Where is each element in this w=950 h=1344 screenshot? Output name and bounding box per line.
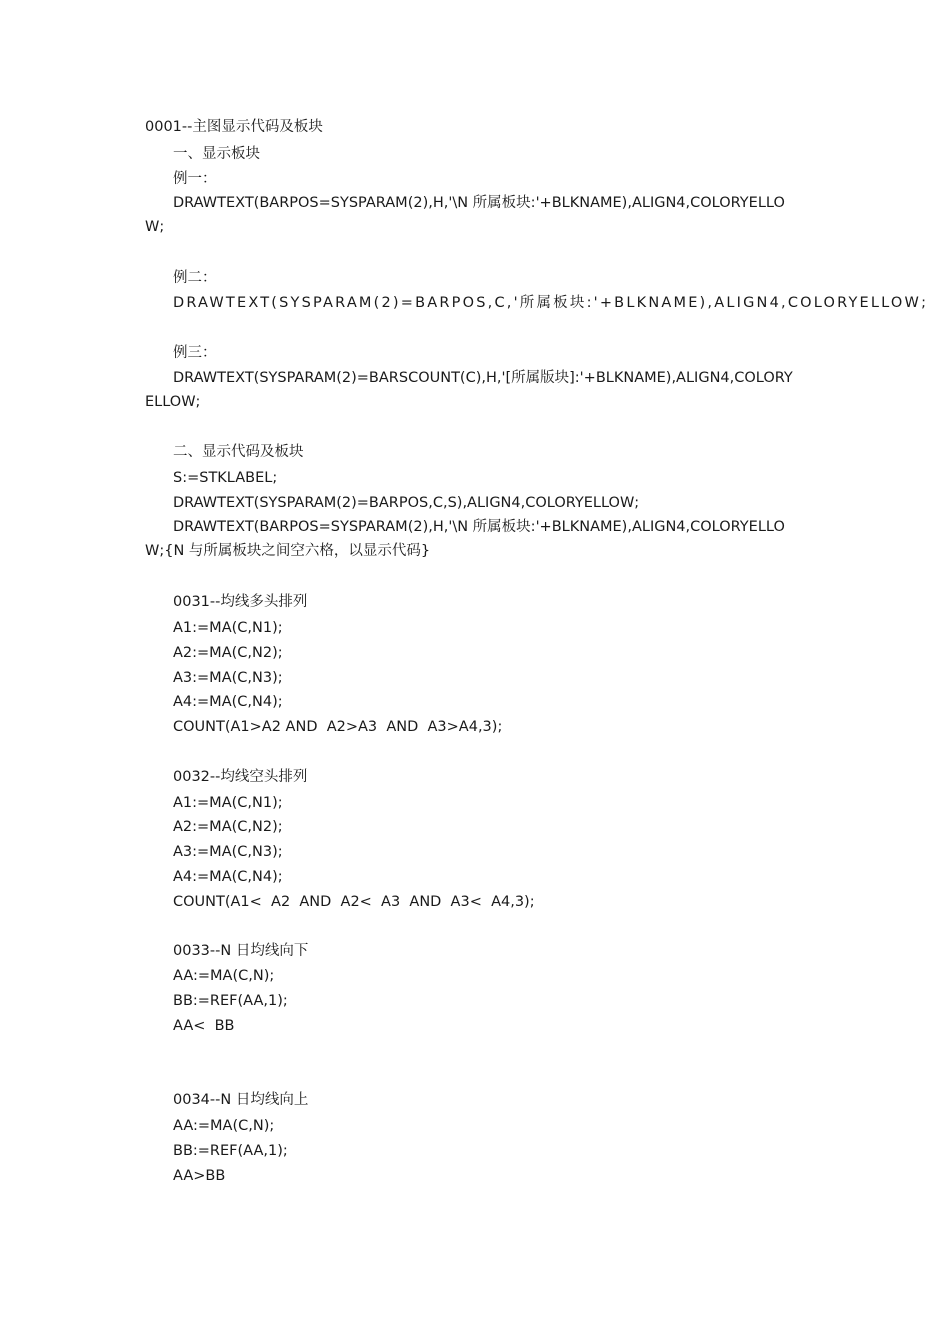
section-title-0001: 0001--主图显示代码及板块 bbox=[145, 119, 323, 135]
code-line: A1:=MA(C,N1); bbox=[173, 795, 283, 811]
code-line: COUNT(A1< A2 AND A2< A3 AND A3< A4,3); bbox=[173, 894, 535, 910]
code-line: A2:=MA(C,N2); bbox=[173, 645, 283, 661]
subsection-heading-show-sector: 一、显示板块 bbox=[173, 146, 260, 162]
section-title-0031: 0031--均线多头排列 bbox=[173, 594, 308, 610]
example-label-3: 例三： bbox=[173, 345, 217, 361]
subsection-heading-show-code-sector: 二、显示代码及板块 bbox=[173, 444, 304, 460]
code-line: AA>BB bbox=[173, 1168, 226, 1184]
section-title-0032: 0032--均线空头排列 bbox=[173, 769, 308, 785]
code-line: W; bbox=[145, 219, 165, 235]
section-title-0034: 0034--N 日均线向上 bbox=[173, 1092, 309, 1108]
code-line: DRAWTEXT(SYSPARAM(2)=BARPOS,C,S),ALIGN4,COLORYELLOW; bbox=[173, 495, 640, 511]
code-line: DRAWTEXT(SYSPARAM(2)=BARSCOUNT(C),H,'[所属版块]:'+BLKNAME),ALIGN4,COLORY bbox=[173, 370, 793, 386]
code-line: ELLOW; bbox=[145, 394, 201, 410]
section-title-0033: 0033--N 日均线向下 bbox=[173, 943, 309, 959]
code-line: BB:=REF(AA,1); bbox=[173, 1143, 288, 1159]
code-line: A4:=MA(C,N4); bbox=[173, 869, 283, 885]
example-label-1: 例一： bbox=[173, 171, 217, 187]
code-line: A2:=MA(C,N2); bbox=[173, 819, 283, 835]
code-line: DRAWTEXT(BARPOS=SYSPARAM(2),H,'\N 所属板块:'+BLKNAME),ALIGN4,COLORYELLO bbox=[173, 519, 785, 535]
example-label-2: 例二： bbox=[173, 270, 217, 286]
code-line: AA< BB bbox=[173, 1018, 235, 1034]
code-line: COUNT(A1>A2 AND A2>A3 AND A3>A4,3); bbox=[173, 719, 503, 735]
code-line: A1:=MA(C,N1); bbox=[173, 620, 283, 636]
code-line: W;{N 与所属板块之间空六格，以显示代码} bbox=[145, 543, 431, 559]
code-line: A3:=MA(C,N3); bbox=[173, 844, 283, 860]
code-line: AA:=MA(C,N); bbox=[173, 1118, 275, 1134]
code-line: A3:=MA(C,N3); bbox=[173, 670, 283, 686]
code-line: DRAWTEXT(SYSPARAM(2)=BARPOS,C,'所属板块:'+BLKNAME),ALIGN4,COLORYELLOW; bbox=[173, 295, 929, 311]
code-line: S:=STKLABEL; bbox=[173, 470, 278, 486]
code-line: DRAWTEXT(BARPOS=SYSPARAM(2),H,'\N 所属板块:'+BLKNAME),ALIGN4,COLORYELLO bbox=[173, 195, 785, 211]
code-line: AA:=MA(C,N); bbox=[173, 968, 275, 984]
code-line: A4:=MA(C,N4); bbox=[173, 694, 283, 710]
code-line: BB:=REF(AA,1); bbox=[173, 993, 288, 1009]
